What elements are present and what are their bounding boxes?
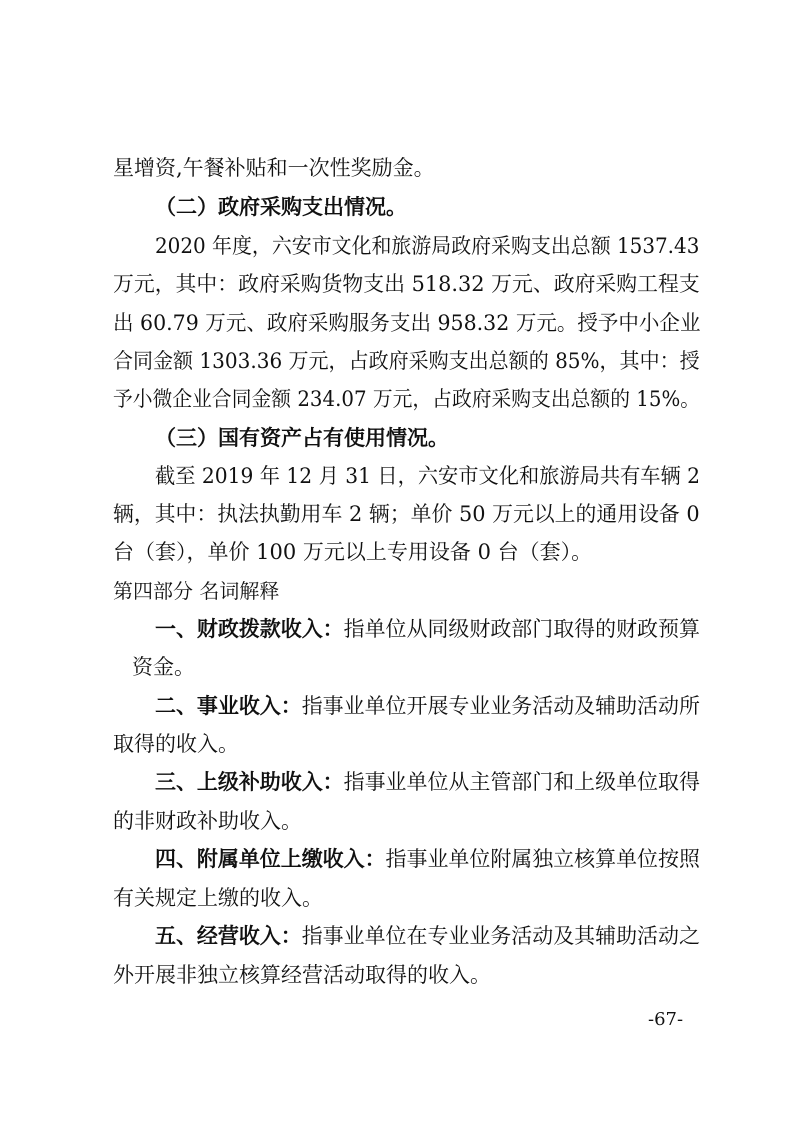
definition-text: 指单位从同级财政部门取得的财政预算 (343, 617, 700, 641)
definition-text: 指事业单位在专业业务活动及其辅助活动之 (301, 924, 700, 948)
definition-line (155, 768, 700, 796)
definition-text: 指事业单位开展专业业务活动及辅助活动所 (301, 694, 700, 718)
page-number: -67- (648, 1009, 684, 1030)
definition-term: 五、经营收入： (155, 923, 302, 948)
definition-term: 四、附属单位上缴收入： (155, 846, 386, 871)
paragraph-line: 的非财政补助收入。 (113, 809, 302, 833)
definition-term: 三、上级补助收入： (155, 769, 344, 794)
definition-term: 一、财政拨款收入： (155, 616, 344, 641)
paragraph-line: 出 60.79 万元、政府采购服务支出 958.32 万元。授予中小企业 (113, 311, 701, 335)
paragraph-line: 辆，其中：执法执勤用车 2 辆；单价 50 万元以上的通用设备 0 (113, 502, 700, 526)
paragraph-line: 合同金额 1303.36 万元，占政府采购支出总额的 85%，其中：授 (113, 349, 700, 373)
definition-term: 二、事业收入： (155, 693, 302, 718)
paragraph-line: 外开展非独立核算经营活动取得的收入。 (113, 963, 491, 987)
part-heading: 第四部分 名词解释 (113, 579, 280, 603)
paragraph-line: 2020 年度，六安市文化和旅游局政府采购支出总额 1537.43 (155, 234, 700, 258)
paragraph-line: 予小微企业合同金额 234.07 万元，占政府采购支出总额的 15%。 (113, 387, 701, 411)
paragraph-line: 万元，其中：政府采购货物支出 518.32 万元、政府采购工程支 (113, 272, 700, 296)
paragraph-line: 有关规定上缴的收入。 (113, 886, 323, 910)
definition-line (155, 922, 700, 950)
definition-line (155, 845, 700, 873)
paragraph-line: 资金。 (132, 655, 195, 679)
definition-line (155, 615, 700, 643)
definition-text: 指事业单位附属独立核算单位按照 (385, 847, 700, 871)
section-heading: （二）政府采购支出情况。 (155, 194, 407, 219)
section-heading: （三）国有资产占有使用情况。 (155, 425, 449, 450)
definition-line (155, 692, 700, 720)
paragraph-line: 台（套），单价 100 万元以上专用设备 0 台（套）。 (113, 540, 593, 564)
paragraph-line: 星增资,午餐补贴和一次性奖励金。 (113, 156, 435, 180)
paragraph-line: 截至 2019 年 12 月 31 日，六安市文化和旅游局共有车辆 2 (155, 464, 701, 488)
paragraph-line: 取得的收入。 (113, 732, 239, 756)
definition-text: 指事业单位从主管部门和上级单位取得 (343, 770, 700, 794)
